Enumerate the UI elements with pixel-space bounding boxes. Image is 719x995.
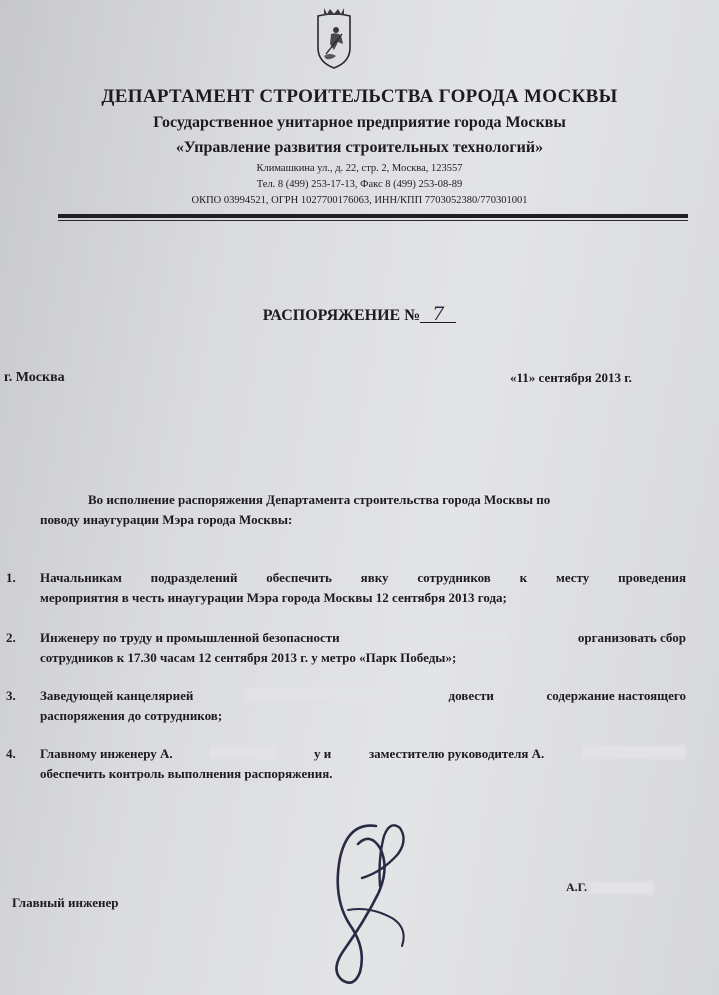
item-3-line-1 — [40, 688, 686, 704]
redacted-name — [210, 746, 276, 759]
item-4-text-a: Главному инженеру А. — [40, 746, 173, 761]
address: Климашкина ул., д. 22, стр. 2, Москва, 123557 — [256, 163, 463, 174]
order-date — [510, 370, 632, 386]
item-3-text-a: Заведующей канцелярией — [40, 688, 194, 703]
item-3-line-2: распоряжения до сотрудников; — [40, 708, 223, 723]
item-2-line-1 — [40, 630, 686, 646]
moscow-coat-of-arms-icon — [314, 4, 354, 70]
item-1-number: 1. — [6, 570, 16, 585]
registration-codes: ОКПО 03994521, ОГРН 1027700176063, ИНН/КПП 7703052380/770301001 — [191, 195, 528, 206]
item-3-text-c: содержание настоящего — [546, 688, 686, 703]
signatory-name-text: А.Г. — [566, 880, 587, 894]
intro-line-1: Во исполнение распоряжения Департамента строительства города Москвы по — [88, 492, 551, 507]
item-1-word: сотрудников — [417, 570, 491, 585]
item-4-number: 4. — [6, 746, 16, 761]
intro-line-2: поводу инаугурации Мэра города Москвы: — [40, 512, 293, 527]
signatory-role: Главный инженер — [12, 895, 119, 910]
order-title-label: РАСПОРЯЖЕНИЕ № — [262, 307, 421, 324]
header-divider-thin — [58, 220, 688, 221]
item-4-text-b: у и — [314, 746, 332, 761]
item-1-word: к — [519, 570, 528, 585]
redacted-name — [246, 688, 396, 701]
order-title — [0, 303, 719, 325]
item-2-text-a: Инженеру по труду и промышленной безопасности — [40, 630, 340, 645]
phone-fax: Тел. 8 (499) 253-17-13, Факс 8 (499) 253-08-89 — [256, 179, 463, 190]
order-city: г. Москва — [4, 370, 65, 385]
item-2-line-2: сотрудников к 17.30 часам 12 сентября 2013 г. у метро «Парк Победы»; — [40, 650, 457, 665]
item-3-number: 3. — [6, 688, 16, 703]
item-4-text-c: заместителю руководителя А. — [368, 746, 545, 761]
organization-name: «Управление развития строительных технологий» — [175, 139, 544, 156]
redacted-surname — [590, 882, 654, 894]
item-1-word: проведения — [618, 570, 686, 585]
item-1-word: Начальникам — [40, 570, 122, 585]
order-number: 7 — [420, 306, 456, 323]
item-3-text-b: довести — [448, 688, 494, 703]
organization-type: Государственное унитарное предприятие города Москвы — [153, 114, 566, 131]
item-1-word: месту — [556, 570, 590, 585]
item-4-line-2: обеспечить контроль выполнения распоряжения. — [40, 766, 333, 781]
item-1-word: подразделений — [150, 570, 238, 585]
item-1-word: обеспечить — [266, 570, 332, 585]
department-name: ДЕПАРТАМЕНТ СТРОИТЕЛЬСТВА ГОРОДА МОСКВЫ — [101, 86, 618, 107]
signatory-name — [566, 880, 654, 895]
order-date-rest: сентября 2013 г. — [538, 370, 632, 385]
item-1-word: явку — [360, 570, 389, 585]
handwritten-signature — [318, 814, 418, 990]
header-divider — [58, 214, 688, 218]
item-4-line-1 — [40, 746, 686, 762]
item-1-line-1 — [40, 570, 686, 586]
item-2-number: 2. — [6, 630, 16, 645]
order-date-day: «11» — [510, 370, 536, 385]
redacted-name — [582, 746, 686, 759]
redacted-name — [411, 630, 507, 643]
item-1-line-2: мероприятия в честь инаугурации Мэра города Москвы 12 сентября 2013 года; — [40, 590, 507, 605]
item-2-text-b: организовать сбор — [577, 630, 686, 645]
